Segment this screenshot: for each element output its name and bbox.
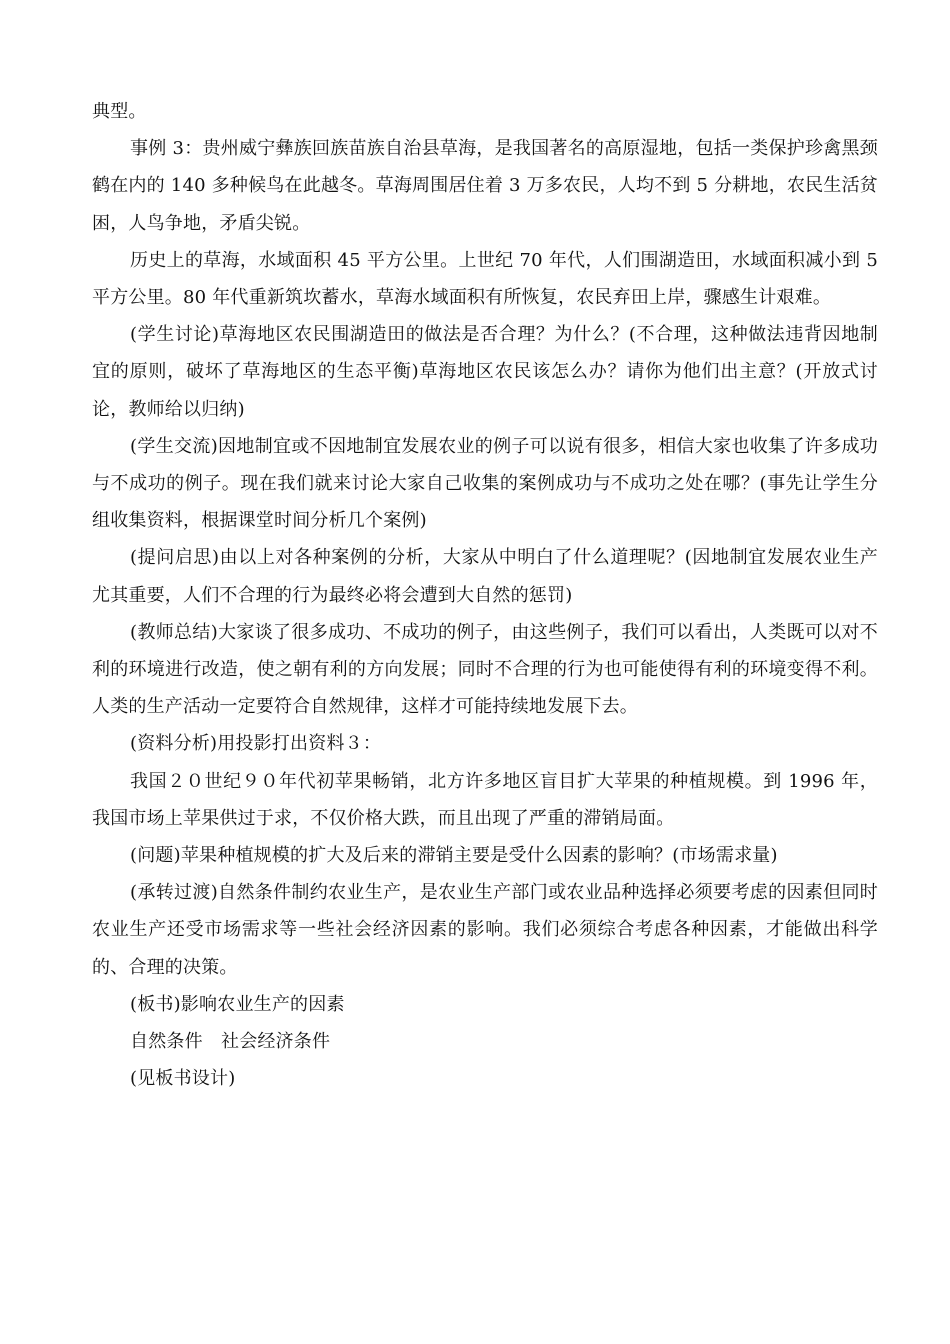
paragraph-continuation: 典型。 — [92, 101, 147, 122]
paragraph-see-design: (见板书设计) — [130, 1068, 236, 1090]
paragraph-case-3: 事例 3：贵州威宁彝族回族苗族自治县草海，是我国著名的高原湿地，包括一类保护珍禽黑颈鹤在内的 140 多种候鸟在此越冬。草海周围居住着 3 万多农民，人均不到 5 分耕地，农民生活贫困，人鸟争地，矛盾尖锐。 — [92, 138, 878, 234]
paragraph-question-prompt: (提问启思)由以上对各种案例的分析，大家从中明白了什么道理呢？(因地制宜发展农业生产尤其重要，人们不合理的行为最终必将会遭到大自然的惩罚) — [92, 547, 878, 606]
paragraph-question: (问题)苹果种植规模的扩大及后来的滞销主要是受什么因素的影响？(市场需求量) — [130, 845, 778, 867]
paragraph-blackboard: (板书)影响农业生产的因素 — [130, 993, 345, 1015]
paragraph-material-analysis: (资料分析)用投影打出资料３： — [130, 733, 382, 755]
paragraph-transition: (承转过渡)自然条件制约农业生产，是农业生产部门或农业品种选择必须要考虑的因素但同时农业生产还受市场需求等一些社会经济因素的影响。我们必须综合考虑各种因素，才能做出科学的、合理的决策。 — [92, 882, 878, 978]
document-page — [92, 93, 878, 1097]
paragraph-student-discussion: (学生讨论)草海地区农民围湖造田的做法是否合理？为什么？(不合理，这种做法违背因地制宜的原则，破坏了草海地区的生态平衡)草海地区农民该怎么办？请你为他们出主意？(开放式讨论，教师给以归纳) — [92, 324, 878, 420]
paragraph-history: 历史上的草海，水域面积 45 平方公里。上世纪 70 年代，人们围湖造田，水域面积减小到 5 平方公里。80 年代重新筑坎蓄水，草海水域面积有所恢复，农民弃田上岸，骤感生计艰难。 — [92, 249, 878, 309]
paragraph-student-exchange: (学生交流)因地制宜或不因地制宜发展农业的例子可以说有很多，相信大家也收集了许多成功与不成功的例子。现在我们就来讨论大家自己收集的案例成功与不成功之处在哪？(事先让学生分组收集资料，根据课堂时间分析几个案例) — [92, 435, 878, 532]
paragraph-factors: 自然条件 社会经济条件 — [130, 1031, 331, 1053]
paragraph-apple-case: 我国２０世纪９０年代初苹果畅销，北方许多地区盲目扩大苹果的种植规模。到 1996 年，我国市场上苹果供过于求，不仅价格大跌，而且出现了严重的滞销局面。 — [92, 770, 878, 829]
paragraph-teacher-summary: (教师总结)大家谈了很多成功、不成功的例子，由这些例子，我们可以看出，人类既可以对不利的环境进行改造，使之朝有利的方向发展；同时不合理的行为也可能使得有利的环境变得不利。人类的生产活动一定要符合自然规律，这样才可能持续地发展下去。 — [92, 621, 878, 718]
